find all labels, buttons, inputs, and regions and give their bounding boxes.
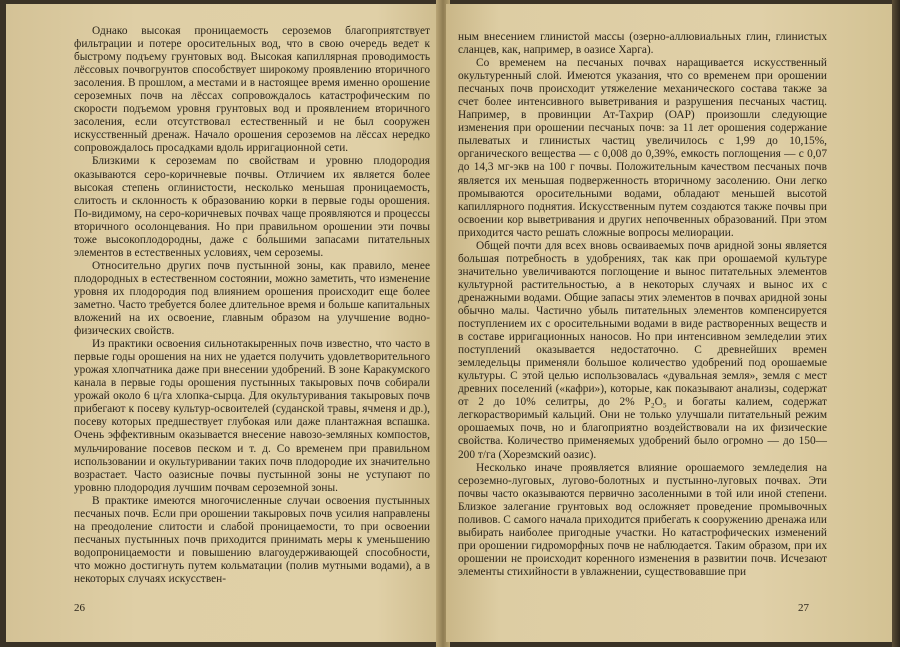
right-page-text bbox=[458, 31, 827, 579]
right-page bbox=[446, 4, 892, 642]
right-paragraph-1: ным внесением глинистой массы (озерно-аллювиальных глин, глинистых сланцев, как, например, в оазисе Харга). bbox=[458, 31, 827, 57]
left-paragraph-5: В практике имеются многочисленные случаи освоения пустынных песчаных почв. Если при орошении такыровых почв усилия направлены на преодоление слитости и слабой проницаемости, то при освоении песчаных пустынных почв приходится принимать меры к уменьшению водопроницаемости и повышению влагоудерживающей способности, что можно достигнуть путем кольматации (полив мутными водами), а в некоторых случаях искусствен- bbox=[74, 494, 430, 585]
left-page-number: 26 bbox=[74, 602, 85, 614]
book-edge bbox=[892, 0, 900, 647]
left-page-text bbox=[74, 25, 430, 586]
left-paragraph-4: Из практики освоения сильнотакыренных почв известно, что часто в первые годы орошения на них не удается получить удовлетворительного урожая хлопчатника даже при внесении удобрений. В зоне Каракумского канала в первые годы орошения пустынных такыровых почв собирали урожай около 6 ц/га хлопка-сырца. Для окультуривания такыровых почв прибегают к посеву культур-освоителей (суданской травы, ячменя и др.), посеву которых предшествует глубокая или даже плантажная вспашка. Очень эффективным оказывается внесение навозо-земляных компостов, мульчирование посевов песком и т. д. Со временем при правильном использовании и окультуривании таких почв плодородие их значительно возрастает. Часто оазисные почвы пустынной зоны не уступают по уровню плодородия лучшим почвам сероземной зоны. bbox=[74, 338, 430, 494]
left-page bbox=[6, 4, 442, 642]
right-page-number: 27 bbox=[798, 602, 809, 614]
right-paragraph-2: Со временем на песчаных почвах наращивается искусственный окультуренный слой. Имеются указания, что со временем при орошении песчаных почв происходит утяжеление механического состава также за счет более интенсивного выветривания и разрушения песчаных частиц. Например, в провинции Ат-Тахрир (ОАР) произошли следующие изменения при орошении песчаных почв: за 11 лет орошения содержание пылеватых и глинистых частиц увеличилось с 1,99 до 10,15%, органического вещества — с 0,008 до 0,39%, емкость поглощения — с 0,07 до 14,3 мг-экв на 100 г почвы. Положительным качеством песчаных почв является их меньшая подверженность вторичному засолению. Они легко промываются оросительными водами, обладают меньшей высотой капиллярного поднятия. Искусственным путем создаются также почвы при освоении кор выветривания и других непочвенных образований. При этом приходится часто решать сложные вопросы мелиорации. bbox=[458, 57, 827, 239]
right-paragraph-4: Несколько иначе проявляется влияние орошаемого земледелия на сероземно-луговых, лугово-болотных и пустынно-луговых почвах. Эти почвы часто оказываются первично засоленными в той или иной степени. Близкое залегание грунтовых вод осложняет проведение промывочных поливов. С самого начала приходится прибегать к сооружению дренажа или выбирать наиболее пригодные участки. Но катастрофических изменений при орошении гидроморфных почв не наблюдается. Таким образом, при их орошении не происходит коренного изменения в развитии почв. Исчезают элементы стихийности в увлажнении, существовавшие при bbox=[458, 461, 827, 578]
right-paragraph-3: Общей почти для всех вновь осваиваемых почв аридной зоны является большая потребность в удобрениях, так как при орошаемой культуре значительно увеличиваются поглощение и вынос питательных элементов культурной растительностью, а в некоторых случаях и вынос их с дренажными водами. Общие запасы этих элементов в почвах аридной зоны обычно малы. Частично убыль питательных элементов компенсируется поступлением их с оросительными водами в виде растворенных веществ и в составе ирригационных наносов. Но при интенсивном земледелии этих поступлений оказывается недостаточно. С древнейших времен земледельцы применяли большое количество удобрений под орошаемые культуры. С этой целью использовалась «дувальная земля», земля с мест древних поселений («кафри»), которые, как показывают анализы, содержат от 2 до 10% селитры, до 2% P₂O₅ и богаты калием, содержат легкорастворимый кальций. Они не только улучшали питательный режим орошаемых почв, но и благоприятно воздействовали на их физические свойства. Количество применяемых удобрений было огромно — до 150—200 т/га (Хорезмский оазис). bbox=[458, 239, 827, 461]
left-paragraph-1: Однако высокая проницаемость сероземов благоприятствует фильтрации и потере оросительных вод, что в свою очередь ведет к быстрому подъему грунтовых вод. Высокая капиллярная проводимость лёссовых почвогрунтов способствует широкому проявлению вторичного засоления. В прошлом, а местами и в настоящее время именно орошение сероземных почв на лёссах сопровождалось катастрофическим по скорости подъемом уровня грунтовых вод и проявлением вторичного засоления, если отсутствовал естественный и не был сооружен искусственный дренаж. Начало орошения сероземов на лёссах нередко сопровождалось просадками вдоль ирригационной сети. bbox=[74, 25, 430, 155]
left-paragraph-2: Близкими к сероземам по свойствам и уровню плодородия оказываются серо-коричневые почвы. Отличием их является более высокая степень оглинистости, несколько меньшая проницаемость, слитость и склонность к образованию корки в первые годы орошения. По-видимому, на серо-коричневых почвах чаще проявляются и процессы вторичного осолонцевания. Но при правильном орошении эти почвы тоже высокоплодородны, даже с бо́льшими запасами питательных элементов в естественных условиях, чем сероземы. bbox=[74, 155, 430, 259]
left-paragraph-3: Относительно других почв пустынной зоны, как правило, менее плодородных в естественном состоянии, можно заметить, что изменение уровня их плодородия под влиянием орошения происходит еще более заметно. Часто требуется более длительное время и больше капитальных вложений на их освоение, главным образом на улучшение водно-физических свойств. bbox=[74, 259, 430, 338]
